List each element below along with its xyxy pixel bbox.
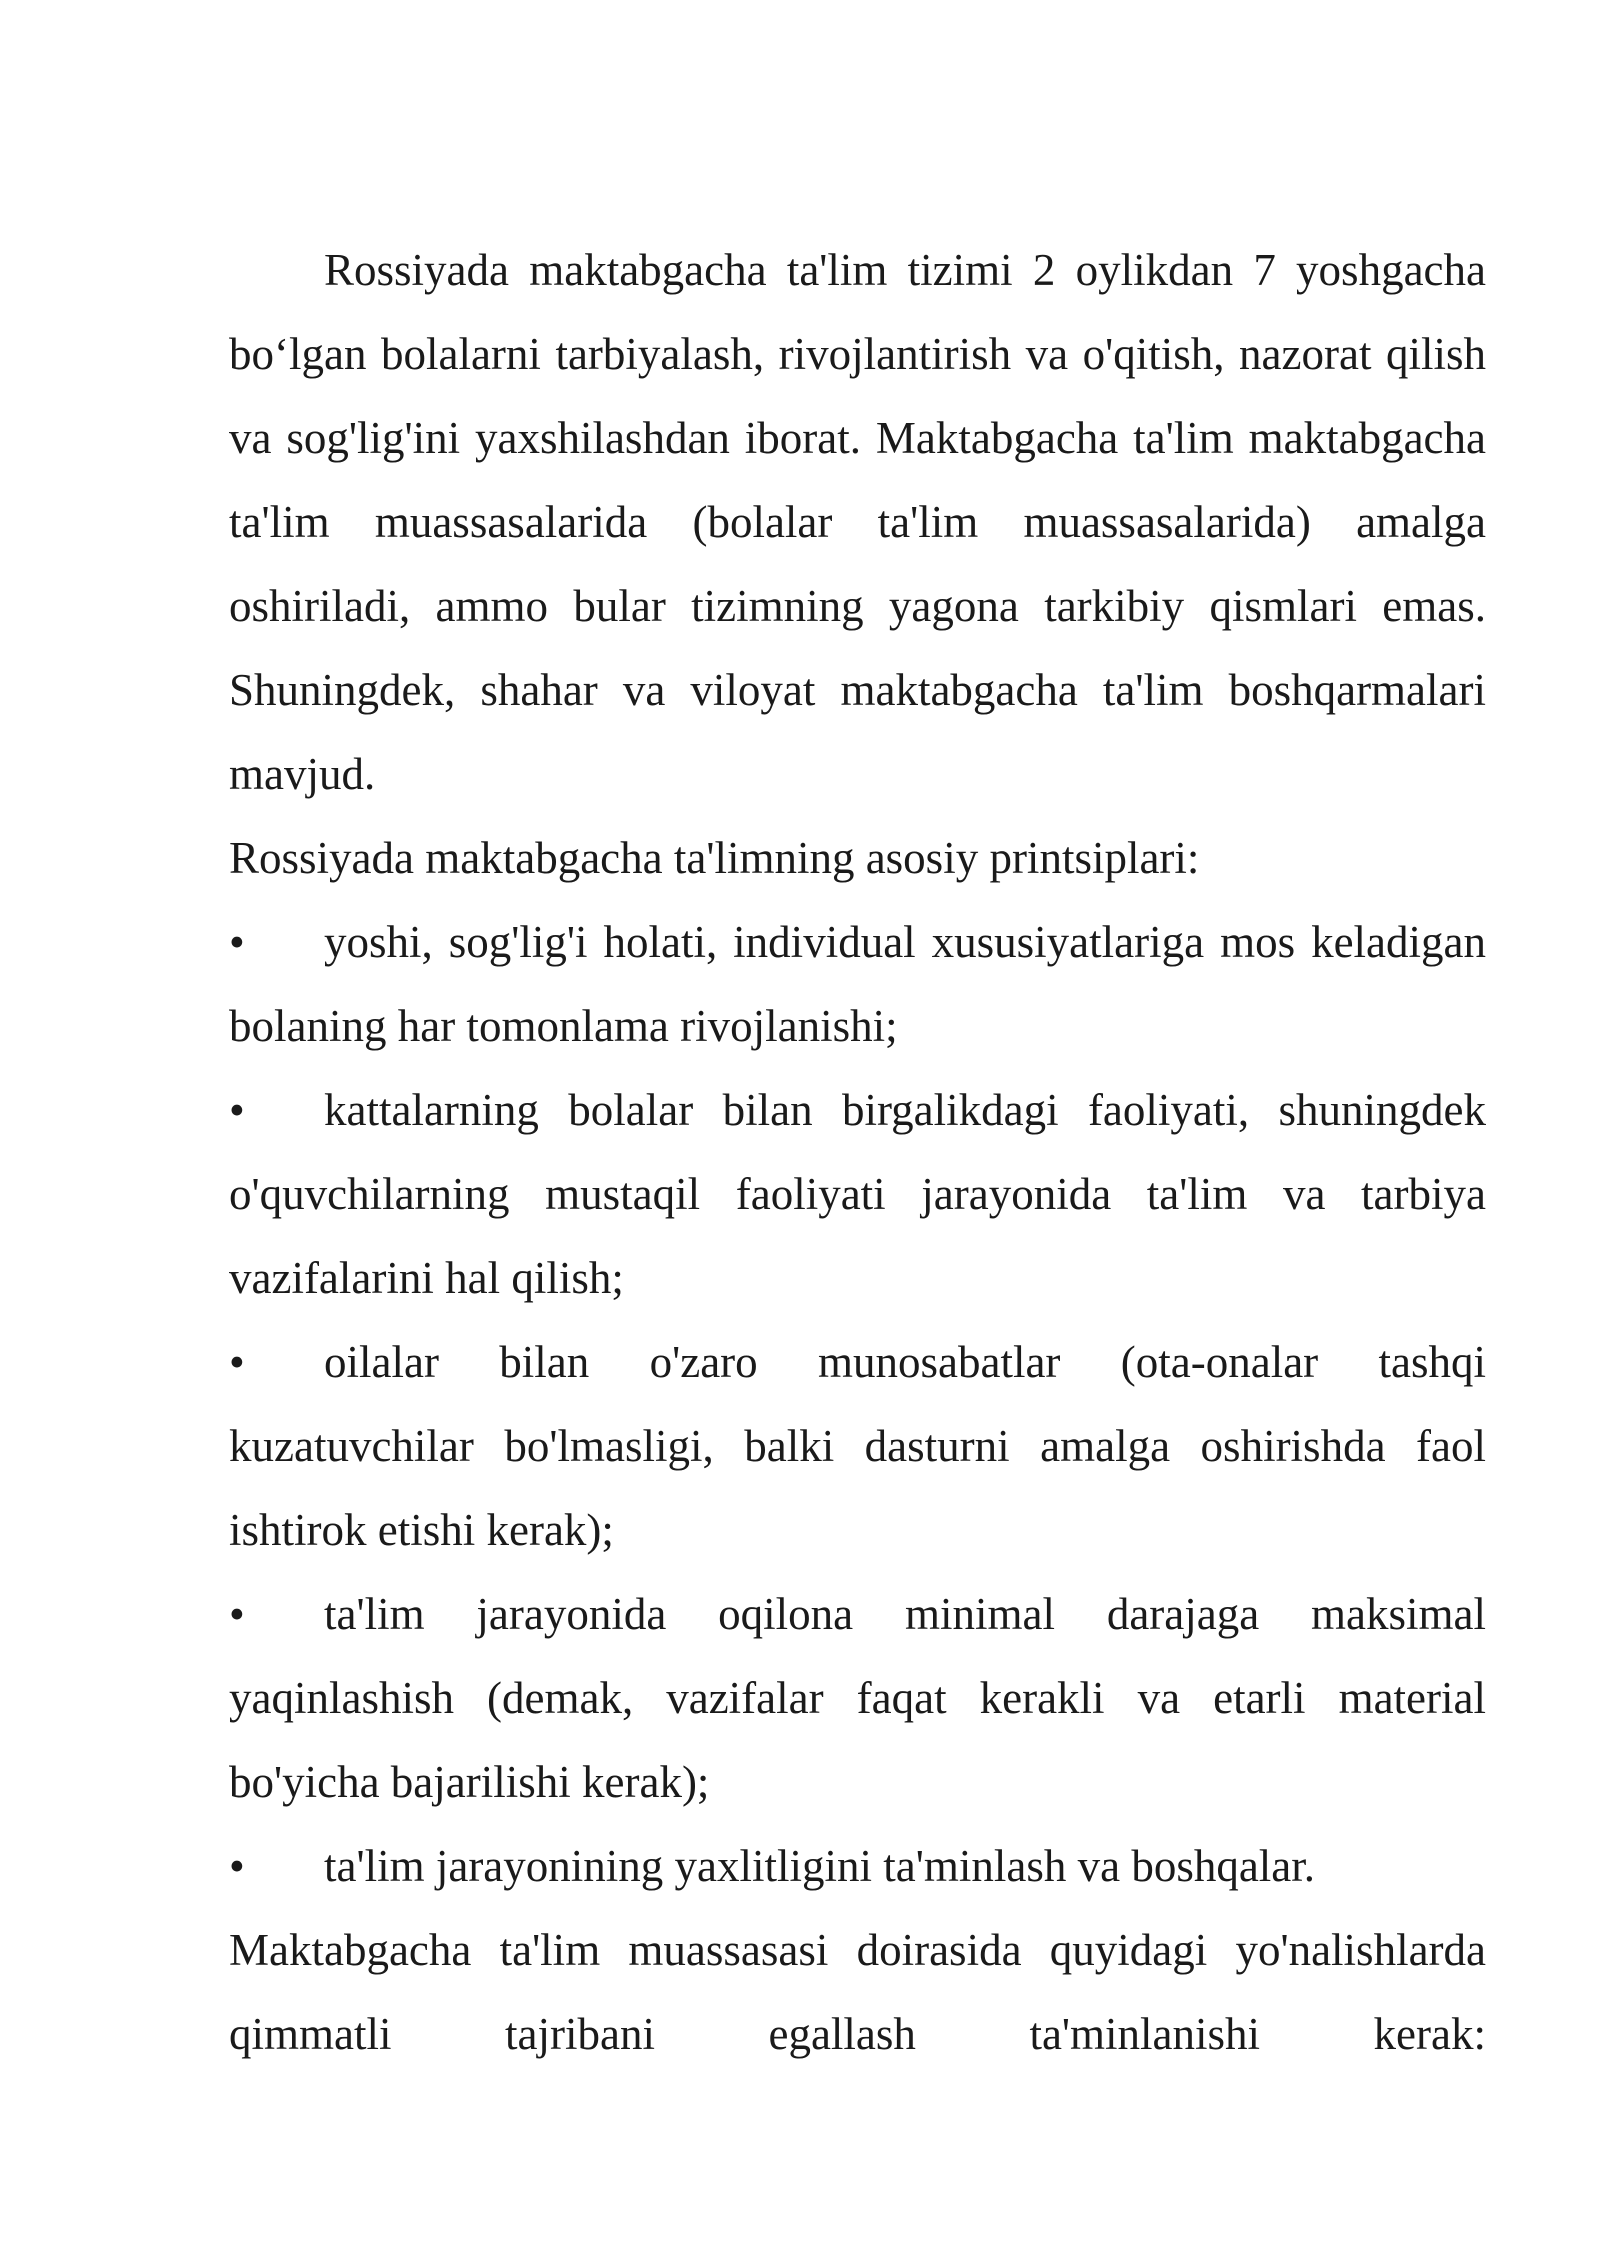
bullet-item-4 [229,1572,1486,1824]
bullet-text: oilalar bilan o'zaro munosabatlar (ota-onalar tashqi kuzatuvchilar bo'lmasligi, balki dasturni amalga oshirishda faol ishtirok etishi kerak); [229,1337,1486,1555]
document-body [229,228,1486,2076]
bullet-marker: • [229,1085,245,1135]
bullet-text: kattalarning bolalar bilan birgalikdagi faoliyati, shuningdek o'quvchilarning mustaqil faoliyati jarayonida ta'lim va tarbiya vazifalarini hal qilish; [229,1085,1486,1303]
bullet-marker: • [229,1337,245,1387]
bullet-text: yoshi, sog'lig'i holati, individual xususiyatlariga mos keladigan bolaning har tomonlama rivojlanishi; [229,917,1486,1051]
bullet-text: ta'lim jarayonining yaxlitligini ta'minlash va boshqalar. [324,1841,1316,1891]
bullet-item-1 [229,900,1486,1068]
bullet-marker: • [229,1841,245,1891]
bullet-item-5 [229,1824,1486,1908]
bullet-marker: • [229,1589,245,1639]
bullet-marker: • [229,917,245,967]
intro-paragraph: Rossiyada maktabgacha ta'lim tizimi 2 oylikdan 7 yoshgacha bo‘lgan bolalarni tarbiyalash, rivojlantirish va o'qitish, nazorat qilish va sog'lig'ini yaxshilashdan iborat. Maktabgacha ta'lim maktabgacha ta'lim muassasalarida (bolalar ta'lim muassasalarida) amalga oshiriladi, ammo bular tizimning yagona tarkibiy qismlari emas. Shuningdek, shahar va viloyat maktabgacha ta'lim boshqarmalari mavjud. [229,245,1486,799]
principles-heading: Rossiyada maktabgacha ta'limning asosiy printsiplari: [229,833,1200,883]
bullet-text: ta'lim jarayonida oqilona minimal darajaga maksimal yaqinlashish (demak, vazifalar faqat kerakli va etarli material bo'yicha bajarilishi kerak); [229,1589,1486,1807]
bullet-item-3 [229,1320,1486,1572]
bullet-item-2 [229,1068,1486,1320]
closing-paragraph: Maktabgacha ta'lim muassasasi doirasida quyidagi yo'nalishlarda qimmatli tajribani egallash ta'minlanishi kerak: [229,1925,1486,2059]
